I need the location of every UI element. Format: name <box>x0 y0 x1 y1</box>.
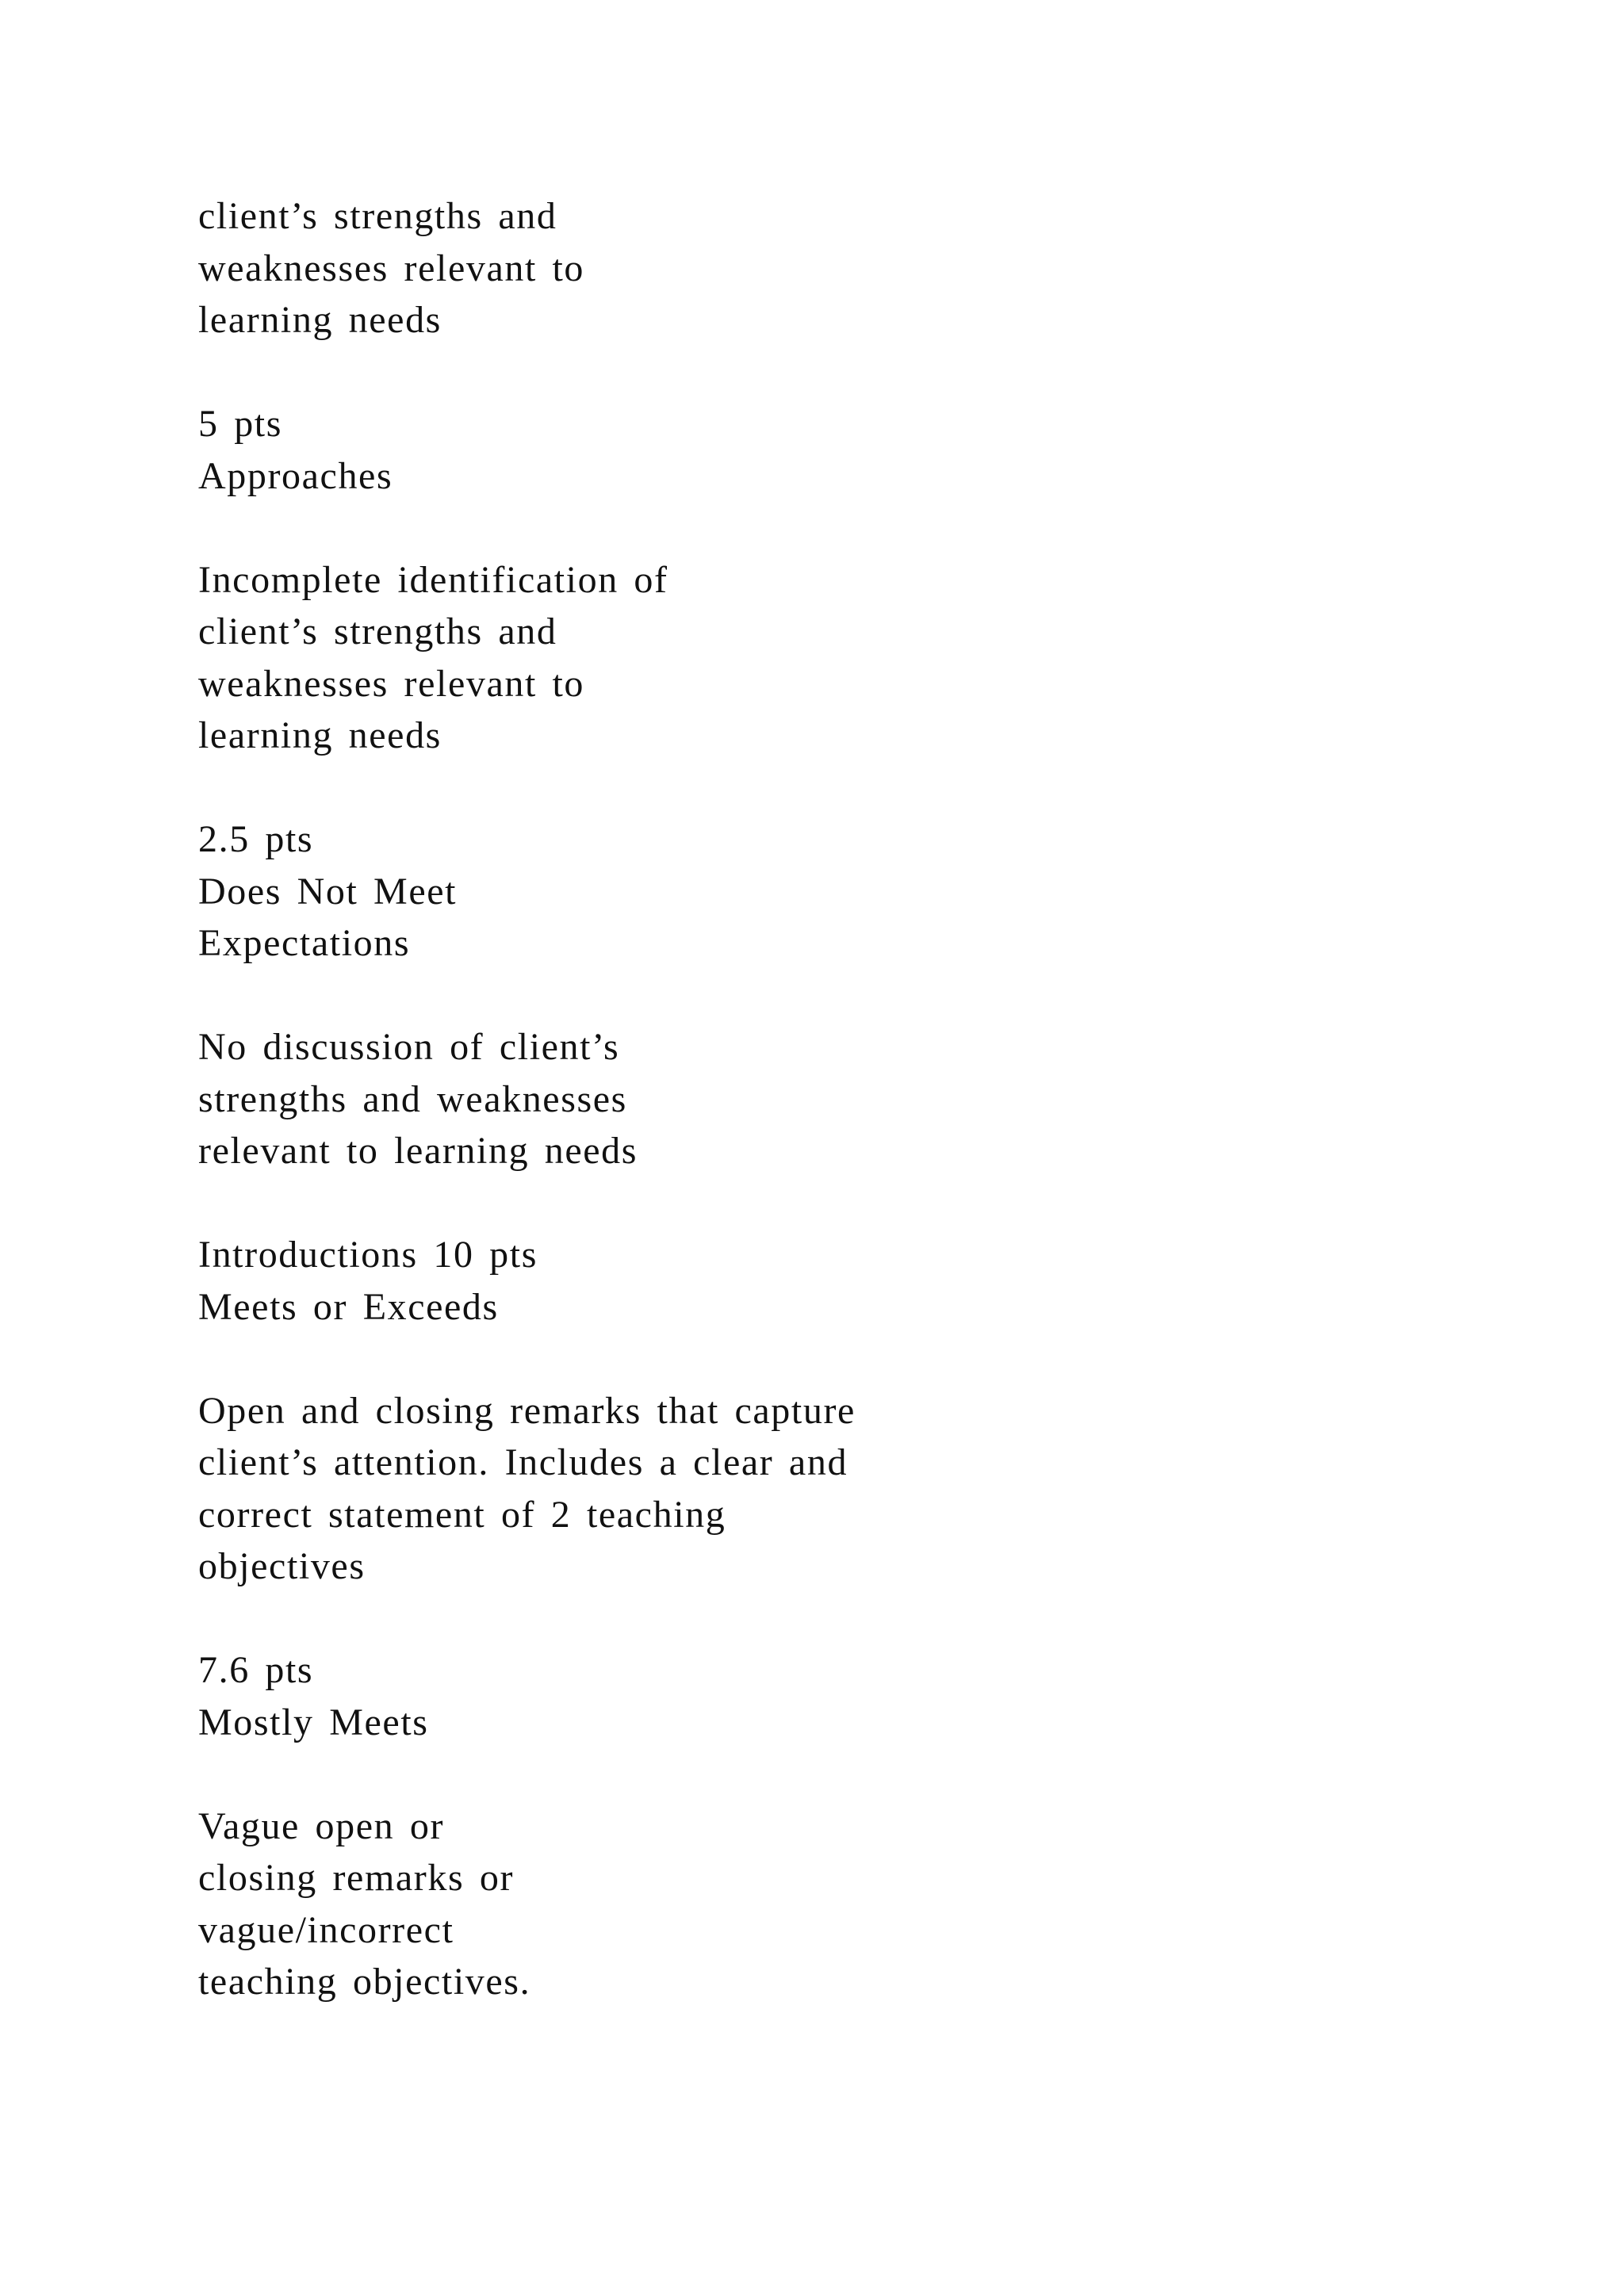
text-line: vague/incorrect <box>198 1908 454 1951</box>
rating-label: Mostly Meets <box>198 1701 429 1743</box>
text-line: closing remarks or <box>198 1857 515 1899</box>
points-line: 2.5 pts <box>198 818 314 860</box>
text-line: learning needs <box>198 714 442 756</box>
rating-label: Approaches <box>198 454 393 497</box>
blank-line <box>198 762 1467 814</box>
text-line: client’s strengths and <box>198 610 557 652</box>
text-line: Incomplete identification of <box>198 558 668 601</box>
text-line: weaknesses relevant to <box>198 247 585 289</box>
text-line: client’s attention. Includes a clear and <box>198 1441 848 1483</box>
text-line: weaknesses relevant to <box>198 662 585 705</box>
rating-label: Meets or Exceeds <box>198 1285 499 1328</box>
text-line: learning needs <box>198 299 442 341</box>
text-line: No discussion of client’s <box>198 1026 620 1068</box>
rating-label: Does Not Meet <box>198 870 458 913</box>
text-line: correct statement of 2 teaching <box>198 1493 726 1536</box>
blank-line <box>198 970 1467 1022</box>
text-line: teaching objectives. <box>198 1961 531 2003</box>
blank-line <box>198 346 1467 399</box>
text-line: client’s strengths and <box>198 195 557 237</box>
blank-line <box>198 1748 1467 1800</box>
blank-line <box>198 1333 1467 1385</box>
text-line: strengths and weaknesses <box>198 1077 627 1120</box>
text-line: Open and closing remarks that capture <box>198 1389 856 1432</box>
blank-line <box>198 502 1467 554</box>
rubric-text <box>198 190 1467 2008</box>
text-line: Vague open or <box>198 1804 445 1847</box>
points-line: 7.6 pts <box>198 1649 314 1691</box>
blank-line <box>198 1177 1467 1230</box>
rating-label: Expectations <box>198 922 411 964</box>
text-line: relevant to learning needs <box>198 1130 638 1172</box>
blank-line <box>198 1593 1467 1645</box>
points-line: 5 pts <box>198 403 283 445</box>
criterion-heading: Introductions 10 pts <box>198 1234 538 1276</box>
text-line: objectives <box>198 1545 366 1587</box>
